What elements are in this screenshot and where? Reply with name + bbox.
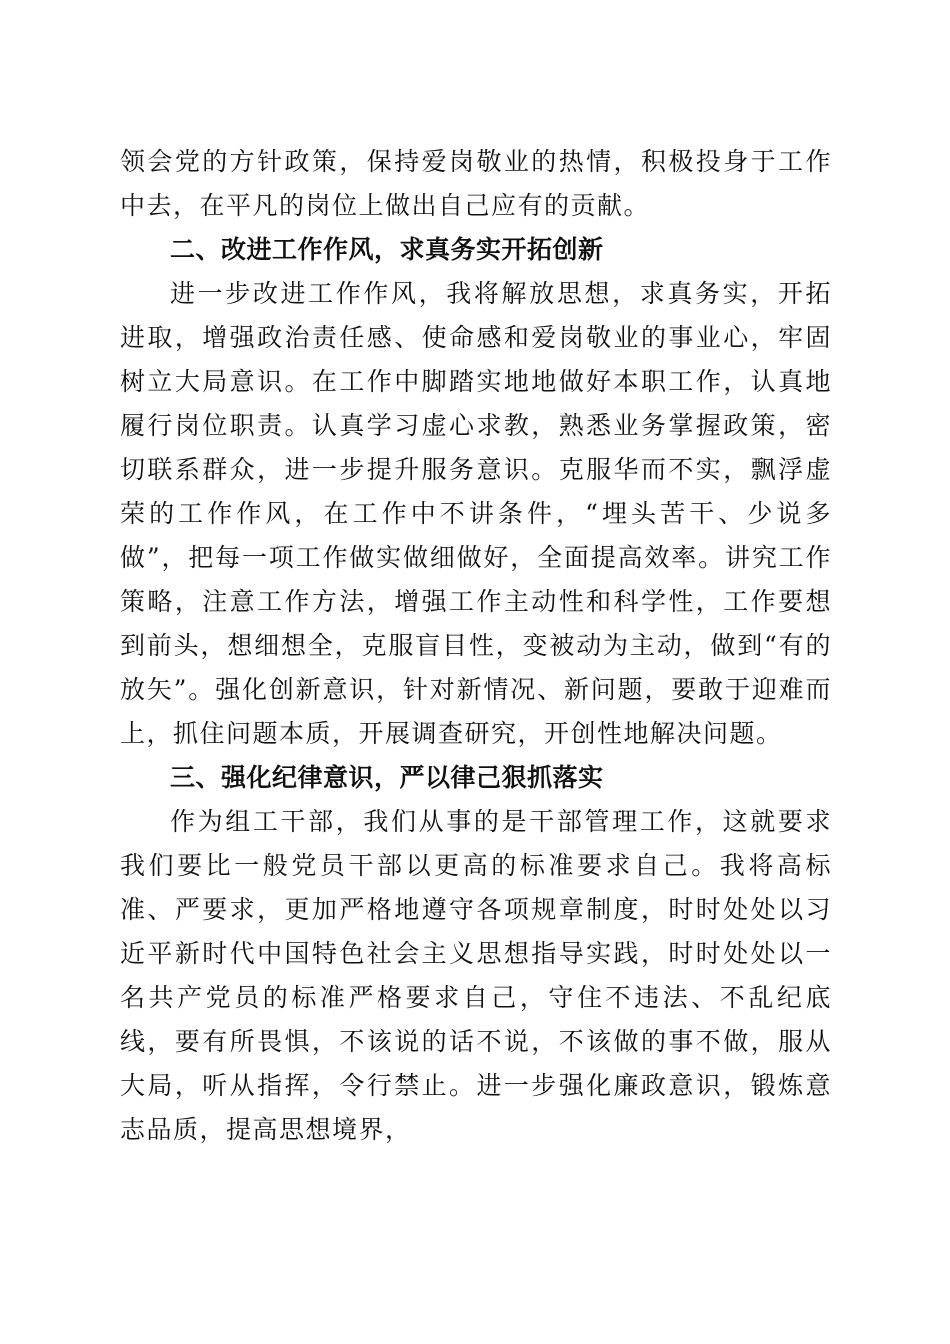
paragraph-improve-work-style: 进一步改进工作作风，我将解放思想，求真务实，开拓进取，增强政治责任感、使命感和爱岗敬业的事业心，牢固树立大局意识。在工作中脚踏实地地做好本职工作，认真地履行岗位职责。认真学习虚心求教，熟悉业务掌握政策，密切联系群众，进一步提升服务意识。克服华而不实，飘浮虚荣的工作作风，在工作中不讲条件，“埋头苦干、少说多做”，把每一项工作做实做细做好，全面提高效率。讲究工作策略，注意工作方法，增强工作主动性和科学性，工作要想到前头，想细想全，克服盲目性，变被动为主动，做到“有的放矢”。强化创新意识，针对新情况、新问题，要敢于迎难而上，抓住问题本质，开展调查研究，开创性地解决问题。 <box>120 279 832 748</box>
section-heading-improve-work-style: 二、改进工作作风，求真务实开拓创新 <box>170 235 604 264</box>
document-body <box>120 140 832 1152</box>
paragraph-continuation: 领会党的方针政策，保持爱岗敬业的热情，积极投身于工作中去，在平凡的岗位上做出自己应有的贡献。 <box>120 147 832 220</box>
paragraph-strengthen-discipline: 作为组工干部，我们从事的是干部管理工作，这就要求我们要比一般党员干部以更高的标准要求自己。我将高标准、严要求，更加严格地遵守各项规章制度，时时处处以习近平新时代中国特色社会主义思想指导实践，时时处处以一名共产党员的标准严格要求自己，守住不违法、不乱纪底线，要有所畏惧，不该说的话不说，不该做的事不做，服从大局，听从指挥，令行禁止。进一步强化廉政意识，锻炼意志品质，提高思想境界， <box>120 807 832 1144</box>
section-heading-strengthen-discipline: 三、强化纪律意识，严以律己狠抓落实 <box>170 763 604 792</box>
